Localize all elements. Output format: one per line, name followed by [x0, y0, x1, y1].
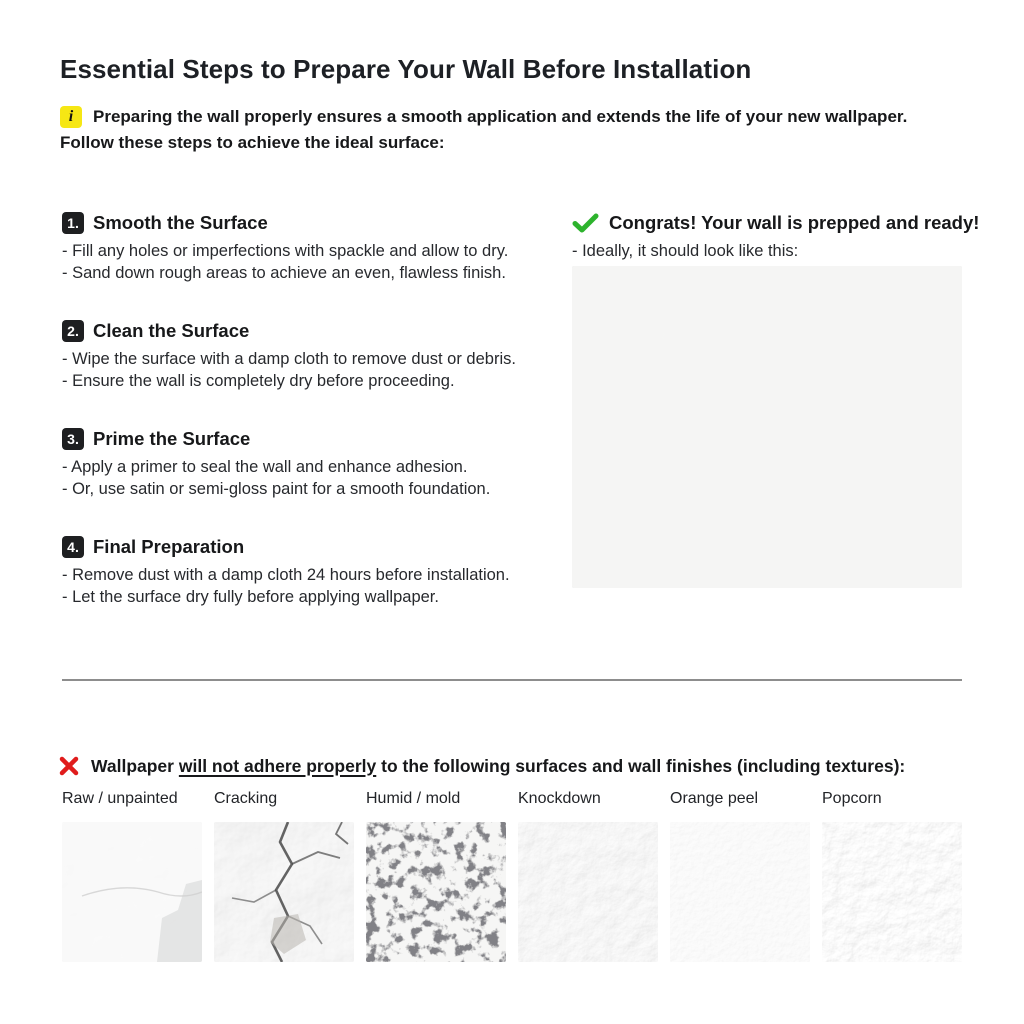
warning-emphasis: will not adhere properly: [178, 755, 377, 776]
step-prime-surface: [62, 427, 567, 500]
intro-paragraph: [60, 106, 907, 155]
step-number-badge: 3.: [62, 428, 84, 450]
step-title: Final Preparation: [93, 536, 245, 557]
intro-text-line2: Follow these steps to achieve the ideal surface:: [60, 133, 445, 152]
step-smooth-surface: [62, 211, 567, 284]
prepped-wall-image: [572, 266, 962, 588]
steps-list: [62, 211, 567, 643]
surface-label-knockdown: Knockdown: [518, 790, 601, 807]
surface-label-humid-mold: Humid / mold: [366, 790, 461, 807]
step-instruction: - Let the surface dry fully before applying wallpaper.: [62, 588, 439, 606]
step-number-badge: 2.: [62, 320, 84, 342]
step-instruction: - Fill any holes or imperfections with spackle and allow to dry.: [62, 242, 509, 260]
step-final-preparation: [62, 535, 567, 608]
surface-label-raw-unpainted: Raw / unpainted: [62, 790, 178, 807]
step-instruction: - Or, use satin or semi-gloss paint for a smooth foundation.: [62, 480, 491, 498]
intro-text-line1: Preparing the wall properly ensures a smooth application and extends the life of your new wallpaper.: [93, 107, 908, 126]
warning-prefix: Wallpaper: [91, 755, 174, 776]
warning-line: [58, 755, 905, 777]
texture-knockdown-image: [518, 822, 658, 962]
step-number-badge: 4.: [62, 536, 84, 558]
section-divider: [62, 679, 962, 681]
warning-suffix: to the following surfaces and wall finishes (including textures):: [381, 755, 906, 776]
check-icon: [572, 213, 599, 233]
step-title: Prime the Surface: [93, 428, 251, 449]
step-number-badge: 1.: [62, 212, 84, 234]
step-instruction: - Sand down rough areas to achieve an even, flawless finish.: [62, 264, 506, 282]
step-title: Clean the Surface: [93, 320, 250, 341]
result-title: Congrats! Your wall is prepped and ready!: [609, 212, 980, 233]
step-instruction: - Wipe the surface with a damp cloth to remove dust or debris.: [62, 350, 516, 368]
x-icon: [58, 755, 80, 777]
step-title: Smooth the Surface: [93, 212, 268, 233]
step-clean-surface: [62, 319, 567, 392]
result-subtitle: - Ideally, it should look like this:: [572, 242, 799, 260]
texture-humid-mold-image: [366, 822, 506, 962]
page-title: Essential Steps to Prepare Your Wall Before Installation: [60, 54, 752, 84]
info-icon: i: [60, 106, 82, 128]
surface-thumbnails-row: [62, 822, 962, 962]
texture-cracking-image: [214, 822, 354, 962]
step-instruction: - Remove dust with a damp cloth 24 hours before installation.: [62, 566, 510, 584]
surface-label-cracking: Cracking: [214, 790, 278, 807]
texture-raw-unpainted-image: [62, 822, 202, 962]
surface-label-popcorn: Popcorn: [822, 790, 882, 807]
result-panel: [572, 211, 980, 262]
surface-label-orange-peel: Orange peel: [670, 790, 759, 807]
surface-labels-row: [62, 790, 962, 808]
step-instruction: - Ensure the wall is completely dry before proceeding.: [62, 372, 455, 390]
texture-orange-peel-image: [670, 822, 810, 962]
texture-popcorn-image: [822, 822, 962, 962]
step-instruction: - Apply a primer to seal the wall and enhance adhesion.: [62, 458, 468, 476]
